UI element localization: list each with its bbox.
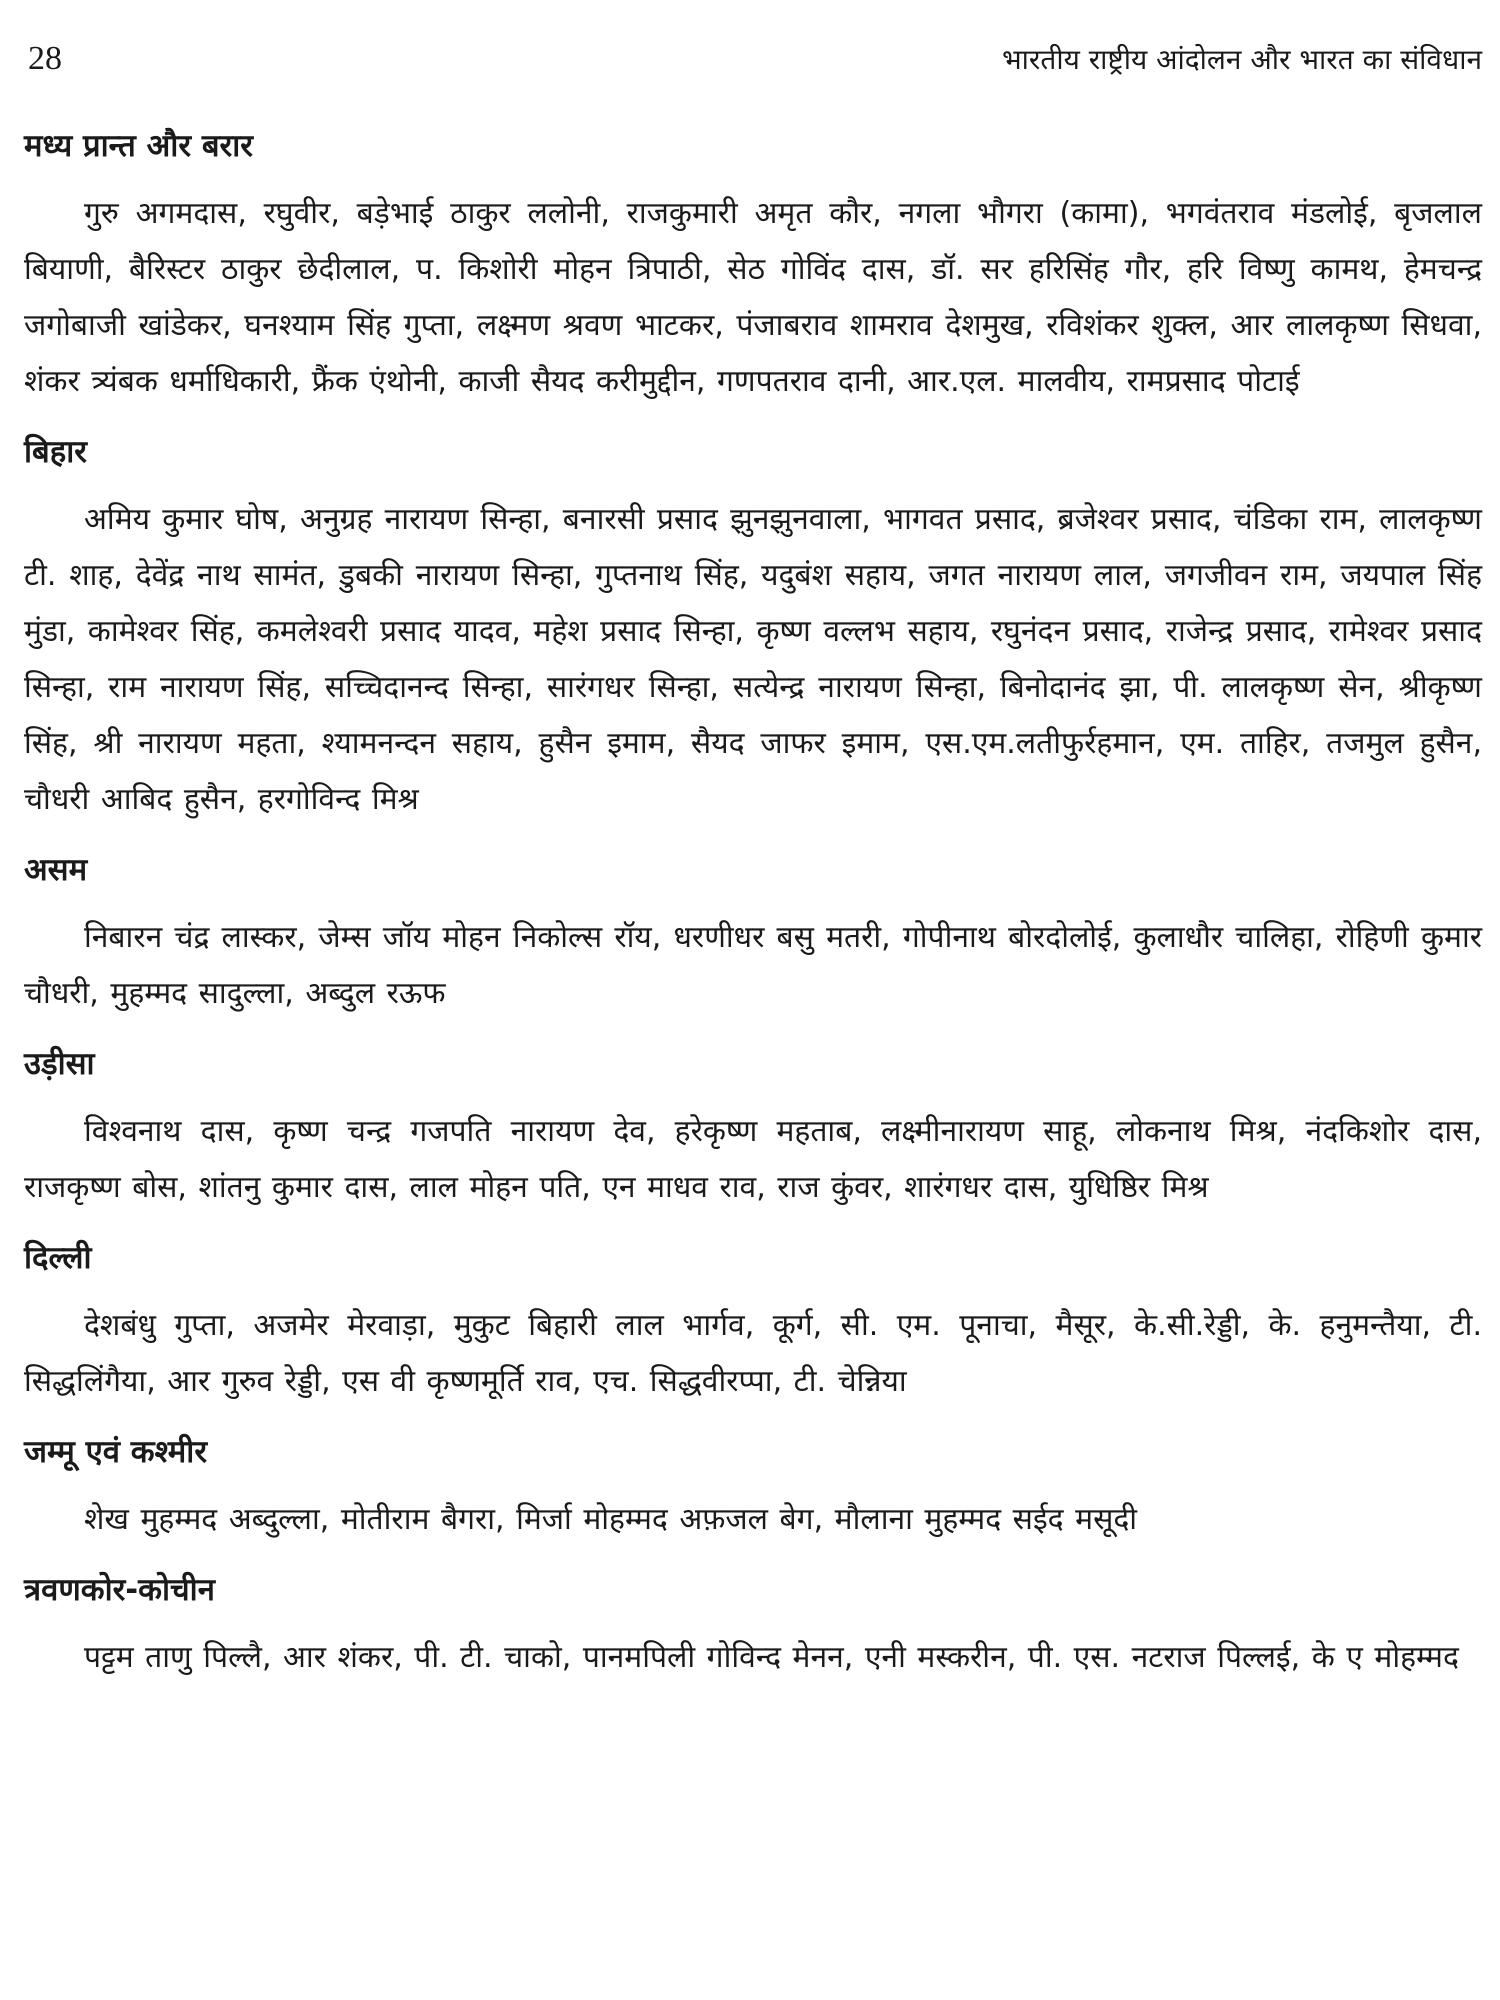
page-content [24,120,1482,1702]
section-heading: बिहार [24,434,87,470]
section-heading: असम [24,852,88,888]
section-heading: उड़ीसा [24,1046,95,1082]
section-body: विश्वनाथ दास, कृष्ण चन्द्र गजपति नारायण देव, हरेकृष्ण महताब, लक्ष्मीनारायण साहू, लोकनाथ मिश्र, नंदकिशोर दास, राजकृष्ण बोस, शांतनु कुमार दास, लाल मोहन पति, एन माधव राव, राज कुंवर, शारंगधर दास, युधिष्ठिर मिश्र [24,1114,1482,1205]
section-bihar [24,426,1482,828]
section-body: पट्टम ताणु पिल्लै, आर शंकर, पी. टी. चाको, पानमपिली गोविन्द मेनन, एनी मस्करीन, पी. एस. नटराज पिल्लई, के ए मोहम्मद [84,1640,1459,1675]
section-body: शेख मुहम्मद अब्दुल्ला, मोतीराम बैगरा, मिर्जा मोहम्मद अफ़जल बेग, मौलाना मुहम्मद सईद मसूदी [84,1502,1138,1537]
section-body: देशबंधु गुप्ता, अजमेर मेरवाड़ा, मुकुट बिहारी लाल भार्गव, कूर्ग, सी. एम. पूनाचा, मैसूर, के.सी.रेड्डी, के. हनुमन्तैया, टी. सिद्धलिंगैया, आर गुरुव रेड्डी, एस वी कृष्णमूर्ति राव, एच. सिद्धवीरप्पा, टी. चेन्निया [24,1308,1482,1399]
running-header [28,40,1482,80]
section-assam [24,844,1482,1022]
section-body: गुरु अगमदास, रघुवीर, बड़ेभाई ठाकुर ललोनी, राजकुमारी अमृत कौर, नगला भौगरा (कामा), भगवंतराव मंडलोई, बृजलाल बियाणी, बैरिस्टर ठाकुर छेदीलाल, प. किशोरी मोहन त्रिपाठी, सेठ गोविंद दास, डॉ. सर हरिसिंह गौर, हरि विष्णु कामथ, हेमचन्द्र जगोबाजी खांडेकर, घनश्याम सिंह गुप्ता, लक्ष्मण श्रवण भाटकर, पंजाबराव शामराव देशमुख, रविशंकर शुक्ल, आर लालकृष्ण सिधवा, शंकर त्र्यंबक धर्माधिकारी, फ्रैंक एंथोनी, काजी सैयद करीमुद्दीन, गणपतराव दानी, आर.एल. मालवीय, रामप्रसाद पोटाई [24,196,1482,399]
section-heading: त्रवणकोर-कोचीन [24,1572,215,1608]
section-heading: जम्मू एवं कश्मीर [24,1434,208,1470]
section-delhi [24,1232,1482,1410]
section-orissa [24,1038,1482,1216]
section-heading: मध्य प्रान्त और बरार [24,128,253,164]
book-title: भारतीय राष्ट्रीय आंदोलन और भारत का संविधान [1001,43,1482,76]
section-travancore-cochin [24,1564,1482,1686]
page-number: 28 [28,40,62,77]
section-body: निबारन चंद्र लास्कर, जेम्स जॉय मोहन निकोल्स रॉय, धरणीधर बसु मतरी, गोपीनाथ बोरदोलोई, कुलाधौर चालिहा, रोहिणी कुमार चौधरी, मुहम्मद सादुल्ला, अब्दुल रऊफ [24,920,1482,1011]
section-jammu-kashmir [24,1426,1482,1548]
section-heading: दिल्ली [24,1240,92,1276]
section-madhya-prant-barar [24,120,1482,410]
section-body: अमिय कुमार घोष, अनुग्रह नारायण सिन्हा, बनारसी प्रसाद झुनझुनवाला, भागवत प्रसाद, ब्रजेश्वर प्रसाद, चंडिका राम, लालकृष्ण टी. शाह, देवेंद्र नाथ सामंत, डुबकी नारायण सिन्हा, गुप्तनाथ सिंह, यदुबंश सहाय, जगत नारायण लाल, जगजीवन राम, जयपाल सिंह मुंडा, कामेश्वर सिंह, कमलेश्वरी प्रसाद यादव, महेश प्रसाद सिन्हा, कृष्ण वल्लभ सहाय, रघुनंदन प्रसाद, राजेन्द्र प्रसाद, रामेश्वर प्रसाद सिन्हा, राम नारायण सिंह, सच्चिदानन्द सिन्हा, सारंगधर सिन्हा, सत्येन्द्र नारायण सिन्हा, बिनोदानंद झा, पी. लालकृष्ण सेन, श्रीकृष्ण सिंह, श्री नारायण महता, श्यामनन्दन सहाय, हुसैन इमाम, सैयद जाफर इमाम, एस.एम.लतीफुर्रहमान, एम. ताहिर, तजमुल हुसैन, चौधरी आबिद हुसैन, हरगोविन्द मिश्र [24,502,1482,817]
